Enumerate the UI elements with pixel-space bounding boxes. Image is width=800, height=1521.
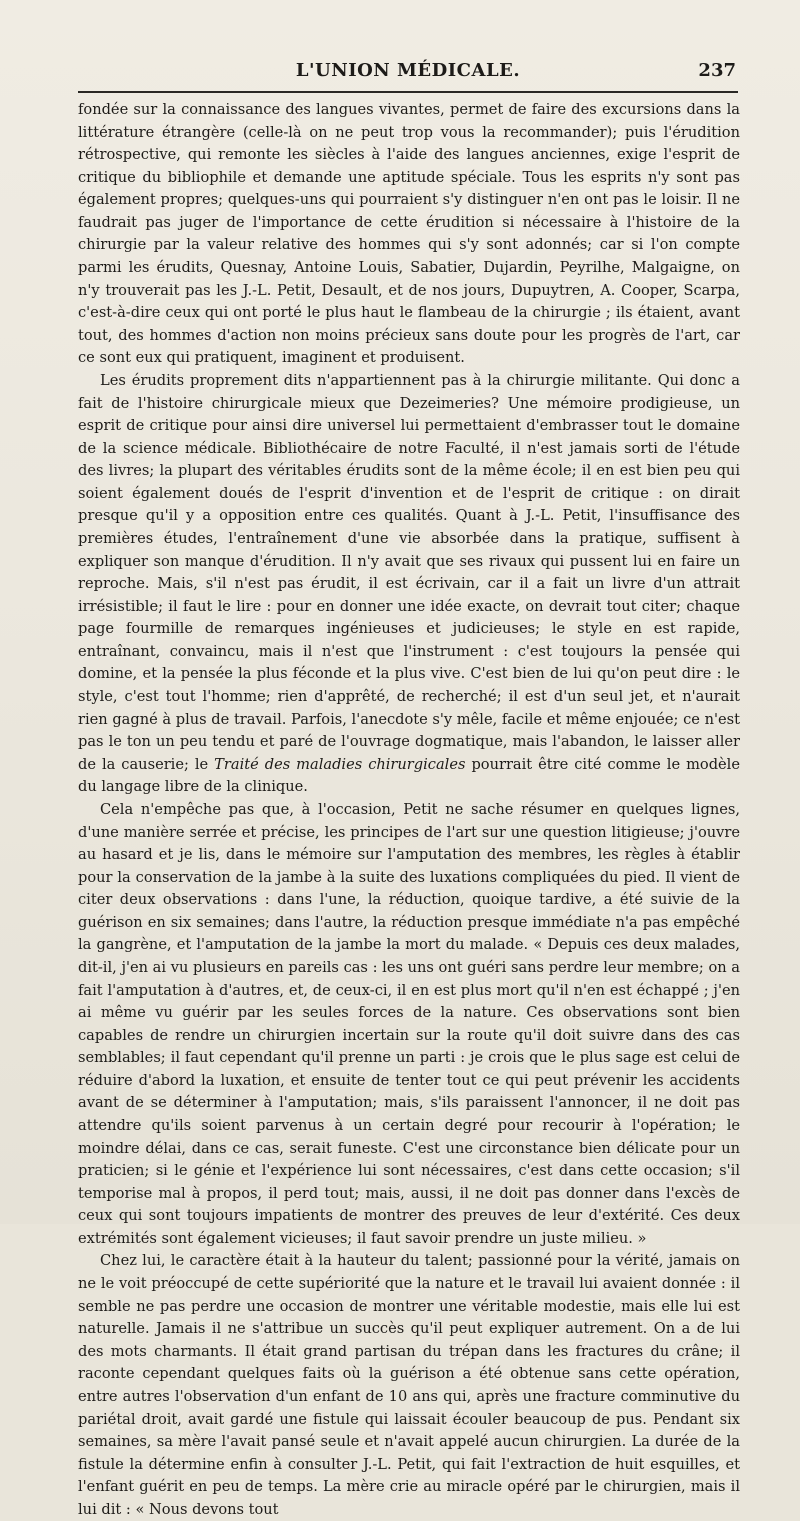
- paragraph-erudits-text: Les érudits proprement dits n'appartiennent pas à la chirurgie militante. Qui donc a fait de l'histoire chirurgicale mieux que Dezeimeries? Une mémoire prodigieuse, un esprit de critique pour ainsi dire universel lui permettaient d'embrasser tout le domaine de la science médicale. Bibliothécaire de notre Faculté, il n'est jamais sorti de l'étude des livres; la plupart des véritables érudits sont de la même école; il en est bien peu qui soient également doués de l'esprit d'invention et de l'esprit de critique : on dirait presque qu'il y a opposition entre ces qualités. Quant à J.-L. Petit, l'insuffisance des premières études, l'entraînement d'une vie absorbée dans la pratique, suffisent à expliquer son manque d'érudition. Il n'y avait que ses rivaux qui pussent lui en faire un reproche. Mais, s'il n'est pas érudit, il est écrivain, car il a fait un livre d'un attrait irrésistible; il faut le lire : pour en donner une idée exacte, on devrait tout citer; chaque page fourmille de remarques ingénieuses et judicieuses; le style en est rapide, entraînant, convaincu, mais il n'est que l'instrument : c'est toujours la pensée qui domine, et la pensée la plus féconde et la plus vive. C'est bien de lui qu'on peut dire : le style, c'est tout l'homme; rien d'apprêté, de recherché; il est d'un seul jet, et n'aurait rien gagné à plus de travail. Parfois, l'anecdote s'y mêle, facile et même enjouée; ce n'est pas le ton un peu tendu et paré de l'ouvrage dogmatique, mais l'abandon, le laisser aller de la causerie; le: [78, 371, 740, 773]
- page-number: 237: [698, 60, 736, 81]
- book-title-traite: Traité des maladies chirurgicales: [214, 755, 466, 773]
- header-rule: [78, 91, 738, 93]
- page-header: [78, 58, 738, 84]
- paragraph-amputation: Cela n'empêche pas que, à l'occasion, Petit ne sache résumer en quelques lignes, d'une manière serrée et précise, les principes de l'art sur une question litigieuse; j'ouvre au hasard et je lis, dans le mémoire sur l'amputation des membres, les règles à établir pour la conservation de la jambe à la suite des luxations compliquées du pied. Il vient de citer deux observations : dans l'une, la réduction, quoique tardive, a été suivie de la guérison en six semaines; dans l'autre, la réduction presque immédiate n'a pas empêché la gangrène, et l'amputation de la jambe la mort du malade. « Depuis ces deux malades, dit-il, j'en ai vu plusieurs en pareils cas : les uns ont guéri sans perdre leur membre; on a fait l'amputation à d'autres, et, de ceux-ci, il en est plus mort qu'il n'en est échappé ; j'en ai même vu guérir par les seules forces de la nature. Ces observations sont bien capables de rendre un chirurgien incertain sur la route qu'il doit suivre dans des cas semblables; il faut cependant qu'il prenne un parti : je crois que le plus sage est celui de réduire d'abord la luxation, et ensuite de tenter tout ce qui peut prévenir les accidents avant de se déterminer à l'amputation; mais, s'ils paraissent l'annoncer, il ne doit pas attendre qu'ils soient parvenus à un certain degré pour recourir à l'opération; le moindre délai, dans ce cas, serait funeste. C'est une circonstance bien délicate pour un praticien; si le génie et l'expérience lui sont nécessaires, c'est dans cette occasion; s'il temporise mal à propos, il perd tout; mais, aussi, il ne doit pas donner dans l'excès de ceux qui sont toujours impatients de montrer des preuves de leur d'extérité. Ces deux extrémités sont également vicieuses; il faut savoir prendre un juste milieu. »: [78, 800, 740, 1247]
- paragraph-erudits: [78, 370, 740, 799]
- paragraph-caractere: Chez lui, le caractère était à la hauteur du talent; passionné pour la vérité, jamais on ne le voit préoccupé de cette supériorité que la nature et le travail lui avaient donnée : il semble ne pas perdre une occasion de montrer une véritable modestie, mais elle lui est naturelle. Jamais il ne s'attribue un succès qu'il peut expliquer autrement. On a de lui des mots charmants. Il était grand partisan du trépan dans les fractures du crâne; il raconte cependant quelques faits où la guérison a été obtenue sans cette opération, entre autres l'observation d'un enfant de 10 ans qui, après une fracture comminutive du pariétal droit, avait gardé une fistule qui laissait écouler beaucoup de pus. Pendant six semaines, sa mère l'avait pansé seule et n'avait appelé aucun chirurgien. La durée de la fistule la détermine enfin à consulter J.-L. Petit, qui fait l'extraction de huit esquilles, et l'enfant guérit en peu de temps. La mère crie au miracle opéré par le chirurgien, mais il lui dit : « Nous devons tout: [78, 1252, 740, 1518]
- paragraph-erudits-end: pourrait être cité comme le modèle du langage libre de la clinique.: [78, 755, 740, 796]
- running-title: L'UNION MÉDICALE.: [295, 60, 521, 81]
- body-text: [78, 99, 740, 1521]
- paragraph-continued: fondée sur la connaissance des langues vivantes, permet de faire des excursions dans la littérature étrangère (celle-là on ne peut trop vous la recommander); puis l'érudition rétrospective, qui remonte les siècles à l'aide des langues anciennes, exige l'esprit de critique du bibliophile et demande une aptitude spéciale. Tous les esprits n'y sont pas également propres; quelques-uns qui pourraient s'y distinguer n'en ont pas le loisir. Il ne faudrait pas juger de l'importance de cette érudition si nécessaire à l'histoire de la chirurgie par la valeur relative des hommes qui s'y sont adonnés; car si l'on compte parmi les érudits, Quesnay, Antoine Louis, Sabatier, Dujardin, Peyrilhe, Malgaigne, on n'y trouverait pas les J.-L. Petit, Desault, et de nos jours, Dupuytren, A. Cooper, Scarpa, c'est-à-dire ceux qui ont porté le plus haut le flambeau de la chirurgie ; ils étaient, avant tout, des hommes d'action non moins précieux sans doute pour les progrès de l'art, car ce sont eux qui pratiquent, imaginent et produisent.: [78, 101, 740, 367]
